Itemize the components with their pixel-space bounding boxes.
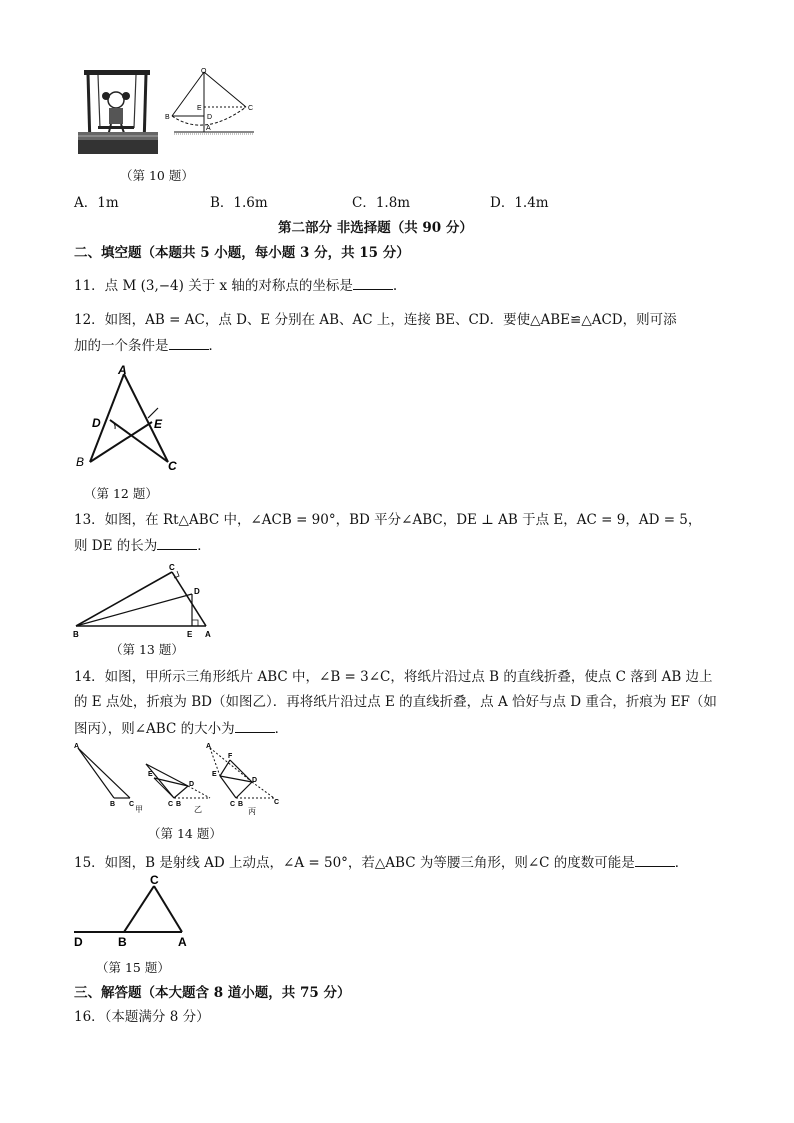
q15-label-a: A — [178, 935, 187, 949]
q10-option-d: D．1.4m — [490, 195, 549, 211]
q12-label-b: B — [76, 455, 85, 469]
svg-text:D: D — [189, 781, 195, 788]
q12-label-e: E — [154, 417, 163, 431]
q10-option-b: B．1.6m — [210, 195, 268, 211]
q14-caption: （第 14 题） — [148, 826, 222, 841]
part2-title: 第二部分 非选择题（共 90 分） — [278, 220, 473, 236]
q15-text: 15．如图，B 是射线 AD 上动点，∠A = 50°，若△ABC 为等腰三角形，则∠C 的度数可能是 — [74, 855, 635, 871]
q16: 16．（本题满分 8 分） — [74, 1009, 210, 1025]
q11-text: 11．点 M (3,−4) 关于 x 轴的对称点的坐标是 — [74, 278, 353, 294]
q13-label-e: E — [187, 630, 193, 639]
svg-text:A: A — [206, 743, 212, 750]
q15-answer-blank — [635, 852, 675, 867]
q10-figure-pendulum-diagram — [164, 66, 258, 140]
q12-label-d: D — [92, 416, 101, 430]
q10-figure-swing-photo — [78, 66, 158, 154]
svg-text:E: E — [148, 771, 153, 778]
q15 — [74, 852, 688, 873]
svg-text:F: F — [228, 753, 233, 760]
q15-end: ． — [674, 855, 689, 871]
q12-label-a: A — [118, 363, 127, 377]
q10-label-c: C — [248, 105, 254, 112]
q10-label-b: B — [165, 114, 170, 121]
q12-end: ． — [208, 338, 222, 354]
svg-text:A: A — [74, 743, 80, 750]
q12-answer-blank — [169, 335, 209, 350]
q11-answer-blank — [353, 275, 393, 290]
svg-text:C: C — [168, 801, 174, 808]
q13-label-c: C — [169, 563, 175, 572]
q12-caption: （第 12 题） — [84, 486, 158, 501]
q14-end: ． — [274, 721, 289, 737]
q13-label-d: D — [194, 587, 200, 596]
q13-end: ． — [197, 538, 211, 554]
q10-option-c: C．1.8m — [352, 195, 411, 211]
section2-title: 二、填空题（本题共 5 小题，每小题 3 分，共 15 分） — [74, 245, 410, 261]
svg-text:D: D — [252, 777, 258, 784]
q13-figure — [70, 558, 220, 640]
svg-text:E: E — [212, 771, 217, 778]
q14-answer-blank — [235, 718, 275, 733]
q15-caption: （第 15 题） — [96, 960, 170, 975]
q15-label-d: D — [74, 935, 83, 949]
q11-end: . — [392, 278, 398, 294]
q14-line2: 的 E 点处，折痕为 BD（如图乙）．再将纸片沿过点 E 的直线折叠，点 A 恰好与点 D 重合，折痕为 EF（如 — [74, 694, 717, 710]
q12-line2-text: 加的一个条件是 — [74, 338, 169, 354]
q12-line1: 12．如图，AB = AC，点 D、E 分别在 AB、AC 上，连接 BE、CD．要使△ABE≌△ACD，则可添 — [74, 312, 677, 328]
q14-label-yi: 乙 — [194, 805, 202, 814]
q10-label-a: A — [206, 125, 211, 132]
svg-text:B: B — [176, 801, 182, 808]
q13-label-b: B — [73, 630, 79, 639]
q15-label-b: B — [118, 935, 127, 949]
q13-caption: （第 13 题） — [110, 642, 184, 657]
q15-label-c: C — [150, 873, 159, 887]
svg-text:B: B — [238, 801, 244, 808]
svg-text:B: B — [110, 801, 116, 808]
q14-figure — [70, 740, 286, 820]
q15-figure — [70, 872, 200, 950]
q11 — [74, 275, 397, 296]
q10-option-a: A．1m — [74, 195, 119, 211]
q13-label-a: A — [205, 630, 211, 639]
svg-text:C: C — [129, 801, 135, 808]
q12-label-c: C — [168, 459, 177, 473]
q14-line1: 14．如图，甲所示三角形纸片 ABC 中，∠B = 3∠C，将纸片沿过点 B 的直线折叠，使点 C 落到 AB 边上 — [74, 669, 713, 685]
section3-title: 三、解答题（本大题含 8 道小题，共 75 分） — [74, 985, 351, 1001]
q14-label-jia: 甲 — [135, 805, 143, 814]
q13-line1: 13．如图，在 Rt△ABC 中，∠ACB = 90°，BD 平分∠ABC，DE ⊥ AB 于点 E，AC = 9，AD = 5， — [74, 512, 702, 528]
q13-answer-blank — [157, 535, 197, 550]
q10-label-d: D — [207, 114, 213, 121]
svg-text:C: C — [230, 801, 236, 808]
svg-text:C: C — [274, 799, 280, 806]
q10-label-o: O — [201, 68, 207, 75]
q14-label-bing: 丙 — [248, 807, 256, 816]
q12-line2 — [74, 335, 222, 356]
q10-label-e: E — [197, 105, 202, 112]
q13-line2 — [74, 535, 211, 556]
q14-line3 — [74, 718, 288, 739]
q10-caption: （第 10 题） — [120, 168, 194, 183]
q13-line2-text: 则 DE 的长为 — [74, 538, 158, 554]
q12-figure — [72, 362, 188, 474]
q14-line3-text: 图丙），则∠ABC 的大小为 — [74, 721, 235, 737]
